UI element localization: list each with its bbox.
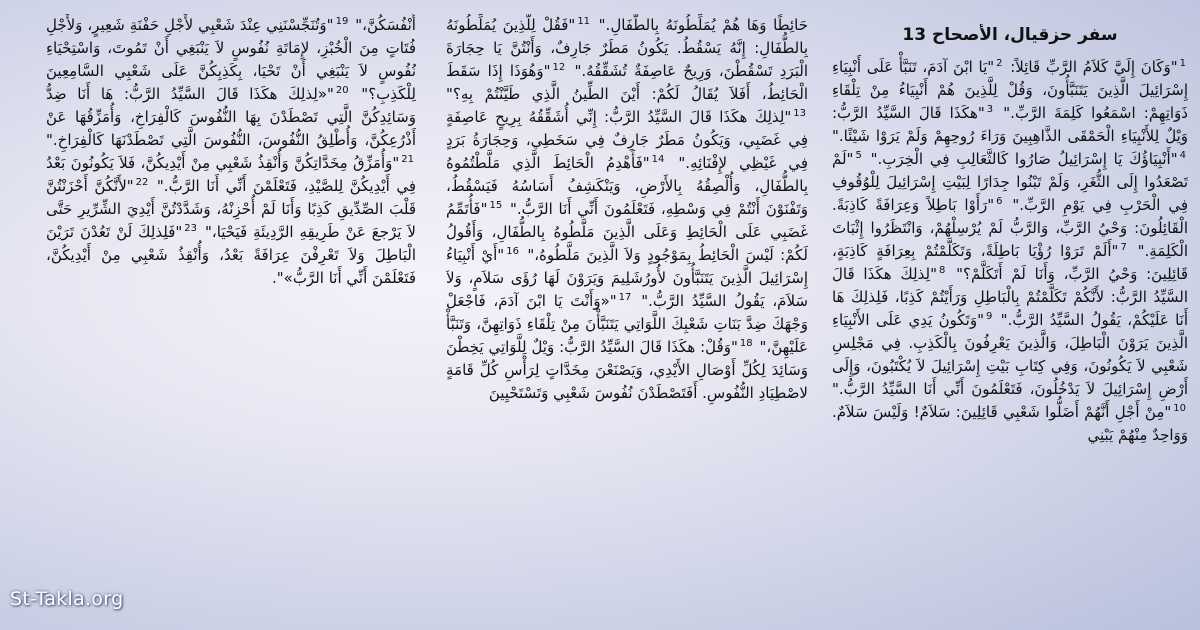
verse-text: أَنْفُسَكُنَّ،" (355, 16, 416, 34)
verse-number: 3 (986, 104, 994, 115)
verse-text: "فَلِذلِكَ لَنْ تَعُدْنَ تَرَيْنَ الْبَاطِلَ وَلاَ تَعْرِفْنَ عِرَافَةً بَعْدُ، وَأُنْقِذُ شَعْبِي مِنْ أَيْدِيكُنَّ، فَتَعْلَمْنَ أَنِّي أَنَا الرَّبُّ»". (46, 223, 416, 287)
verse-text: "فَقُلْ لِلَّذِينَ يُمَلِّطُونَهُ بِالطُّفَالِ: إِنَّهُ يَسْقُطُ. يَكُونُ مَطَرٌ جَارِفٌ، وَأَنْتُنَّ يَا حِجَارَةَ الْبَرَدِ تَسْقُطْنَ، وَرِيحٌ عَاصِفَةٌ تُشَقِّقُهُ." (446, 16, 808, 80)
text-column-left (46, 14, 416, 614)
verse-text: "هكَذَا قَالَ السَّيِّدُ الرَّبُّ: وَيْلٌ لِلأَنْبِيَاءِ الْحَمْقَى الذَّاهِبِينَ وَرَاءَ رُوحِهِمْ وَلَمْ يَرَوْا شَيْئًا." (832, 104, 1188, 145)
verse-number: 13 (793, 108, 806, 119)
verse-number: 10 (1173, 403, 1186, 414)
verse-number: 11 (577, 16, 591, 27)
verse-text: "«وَأَنْتَ يَا ابْنَ آدَمَ، فَاجْعَلْ وَجْهَكَ ضِدَّ بَنَاتِ شَعْبِكَ اللَّوَاتِي يَتَنَبَّأْنَ مِنْ تِلْقَاءِ ذَوَاتِهِنَّ، وَتَنَبَّأْ عَلَيْهِنَّ،" (446, 292, 808, 356)
verse-text: "وَتَكُونُ يَدِي عَلَى الأَنْبِيَاءِ الَّذِينَ يَرَوْنَ الْبَاطِلَ، وَالَّذِينَ يَعْرِفُونَ بِالْكَذِبِ. فِي مَجْلِسِ شَعْبِي لاَ يَكُونُونَ، وَفِي كِتَابِ بَيْتِ إِسْرَائِيلَ لاَ يُكْتَبُونَ، وَإِلَى أَرْضِ إِسْرَائِيلَ لاَ يَدْخُلُونَ، فَتَعْلَمُونَ أَنِّي أَنَا السَّيِّدُ الرَّبُّ." (832, 311, 1188, 398)
verse-text: "وَكَانَ إِلَيَّ كَلاَمُ الرَّبِّ قَائِلاً: (1010, 58, 1178, 76)
verse-number: 14 (651, 154, 665, 165)
verse-number: 8 (938, 265, 946, 276)
verse-number: 17 (618, 292, 632, 303)
verse-number: 6 (996, 196, 1003, 207)
verse-number: 15 (489, 200, 503, 211)
column-body (832, 56, 1188, 447)
verse-number: 5 (855, 150, 862, 161)
verse-text: "وَقُلْ: هكَذَا قَالَ السَّيِّدُ الرَّبُّ: وَيْلٌ لِلَّوَاتِي يَخِطْنَ وَسَائِدَ لِكُلِّ أَوْصَالِ الأَيْدِي، وَيَصْنَعْنَ مِخَدَّاتٍ لِرَأْسِ كُلِّ قَامَةٍ لاصْطِيَادِ النُّفُوسِ. أَفَتَصْطَدْنَ نُفُوسَ شَعْبِي وَتَسْتَحْيِينَ (446, 338, 808, 402)
verse-number: 20 (335, 85, 349, 96)
verse-number: 22 (135, 177, 149, 188)
column-body (446, 14, 808, 405)
verse-text: "أَلَمْ تَرَوْا رُؤْيَا بَاطِلَةً، وَتَكَلَّمْتُمْ بِعِرَافَةٍ كَاذِبَةٍ، قَائِلِينَ: وَحْيُ الرَّبِّ، وَأَنَا لَمْ أَتَكَلَّمْ؟" (832, 242, 1188, 283)
text-column-right (832, 24, 1188, 624)
verse-text: "«لِذلِكَ هكَذَا قَالَ السَّيِّدُ الرَّبُّ: هَا أَنَا ضِدُّ وَسَائِدِكُنَّ الَّتِي تَصْطَدْنَ بِهَا النُّفُوسَ كَالْفِرَاخِ، وَأُمَزِّقُهَا عَنْ أَذْرُعِكُنَّ، وَأُطْلِقُ النُّفُوسَ، النُّفُوسَ الَّتِي تَصْطَدْنَهَا كَالْفِرَاخِ." (46, 85, 416, 149)
verse-text: "لأَنَّكُنَّ أَحْزَنْتُنَّ قَلْبَ الصِّدِّيقِ كَذِبًا وَأَنَا لَمْ أُحْزِنْهُ، وَشَدَّدْتُنَّ أَيْدِيَ الشِّرِّيرِ حَتَّى لاَ يَرْجعَ عَنْ طَرِيقِهِ الرَّدِيئَةِ فَيَحْيَا،" (46, 177, 416, 241)
verse-text: "يَا ابْنَ آدَمَ، تَنَبَّأْ عَلَى أَنْبِيَاءِ إِسْرَائِيلَ الَّذِينَ يَتَنَبَّأُونَ، وَقُلْ لِلَّذِينَ هُمْ أَنْبِيَاءُ مِنْ تِلْقَاءِ ذَوَاتِهِمْ: اسْمَعُوا كَلِمَةَ الرَّبِّ." (832, 58, 1188, 122)
verse-number: 16 (506, 246, 519, 257)
verse-text: حَائِطًا وَهَا هُمْ يُمَلِّطُونَهُ بِالطُّفَالِ." (598, 16, 808, 34)
text-column-middle (446, 14, 808, 614)
verse-number: 21 (401, 154, 414, 165)
verse-text: "لِذلِكَ هكَذَا قَالَ السَّيِّدُ الرَّبُّ: لأَنَّكُمْ تَكَلَّمْتُمْ بِالْبَاطِلِ وَرَأَيْتُمْ كَذِبًا، فَلِذلِكَ هَا أَنَا عَلَيْكُمْ، يَقُولُ السَّيِّدُ الرَّبُّ." (832, 265, 1188, 329)
column-body (46, 14, 416, 290)
verse-text: "فَأُتَمِّمُ غَضَبِي عَلَى الْحَائِطِ وَعَلَى الَّذِينَ مَلَّطُوهُ بِالطُّفَالِ، وَأَقُولُ لَكُمْ: لَيْسَ الْحَائِطُ بِمَوْجُودٍ وَلاَ الَّذِينَ مَلَّطُوهُ،" (446, 200, 808, 264)
verse-text: "وَهُوَذَا إِذَا سَقَطَ الْحَائِطُ، أَفَلاَ يُقَالُ لَكُمْ: أَيْنَ الطِّينُ الَّذِي طَيَّنْتُمْ بِهِ؟" (446, 62, 808, 103)
verse-number: 23 (184, 223, 198, 234)
verse-text: "وَأُمَزِّقُ مِخَدَّاتِكُنَّ وَأُنْقِذُ شَعْبِي مِنْ أَيْدِيكُنَّ، فَلاَ يَكُونُونَ بَعْدُ فِي أَيْدِيكُنَّ لِلصَّيْدِ، فَتَعْلَمْنَ أَنِّي أَنَا الرَّبُّ." (46, 154, 416, 195)
verse-number: 18 (739, 338, 753, 349)
verse-number: 2 (996, 58, 1003, 69)
verse-text: "مِنْ أَجْلِ أَنَّهُمْ أَضَلُّوا شَعْبِي قَائِلِينَ: سَلاَمٌ! وَلَيْسَ سَلاَمٌ. وَوَاحِدٌ مِنْهُمْ يَبْنِي (832, 403, 1188, 444)
verse-number: 1 (1179, 58, 1186, 69)
verse-number: 12 (552, 62, 566, 73)
verse-number: 7 (1120, 242, 1127, 253)
verse-text: "وَتُنَجِّسْنَنِي عِنْدَ شَعْبِي لأَجْلِ حَفْنَةِ شَعِيرٍ، وَلأَجْلِ فُتَاتٍ مِنَ الْخُبْزِ، لإِمَاتَةِ نُفُوسٍ لاَ يَنْبَغِي أَنْ تَمُوتَ، وَاسْتِحْيَاءِ نُفُوسٍ لاَ يَنْبَغِي أَنْ تَحْيَا، بِكَذِبِكُنَّ عَلَى شَعْبِي السَّامِعِينَ لِلْكَذِبِ؟" (46, 16, 416, 103)
verse-number: 9 (986, 311, 993, 322)
verse-text: "أَنْبِيَاؤُكَ يَا إِسْرَائِيلُ صَارُوا كَالثَّعَالِبِ فِي الْخِرَبِ." (870, 150, 1178, 168)
verse-text: "فَأَهْدِمُ الْحَائِطَ الَّذِي مَلَّطْتُمُوهُ بِالطُّفَالِ، وَأُلْصِقُهُ بِالأَرْضِ، وَيَنْكَشِفُ أَسَاسُهُ فَيَسْقُطُ، وَتَفْنَوْنَ أَنْتُمْ فِي وَسْطِهِ، فَتَعْلَمُونَ أَنِّي أَنَا الرَّبُّ." (446, 154, 808, 218)
verse-number: 4 (1179, 150, 1186, 161)
verse-text: "لَمْ تَصْعَدُوا إِلَى الثُّغَرِ، وَلَمْ تَبْنُوا جِدَارًا لِبَيْتِ إِسْرَائِيلَ لِلْوُقُوفِ فِي الْحَرْبِ فِي يَوْمِ الرَّبِّ." (832, 150, 1188, 214)
verse-text: "أَيْ أَنْبِيَاءُ إِسْرَائِيلَ الَّذِينَ يَتَنَبَّأُونَ لأُورُشَلِيمَ وَيَرَوْنَ لَهَا رُؤَى سَلاَمٍ، وَلاَ سَلاَمَ، يَقُولُ السَّيِّدُ الرَّبُّ." (446, 246, 808, 310)
site-watermark: St-Takla.org (10, 588, 124, 610)
verse-number: 19 (335, 16, 349, 27)
chapter-title: سفر حزقيال، الأصحاح 13 (902, 25, 1118, 45)
verse-text: "لِذلِكَ هكَذَا قَالَ السَّيِّدُ الرَّبُّ: إِنِّي أُشَقِّقُهُ بِرِيحٍ عَاصِفَةٍ فِي غَضَبِي، وَيَكُونُ مَطَرٌ جَارِفٌ فِي سَخَطِي، وَحِجَارَةُ بَرَدٍ فِي غَيْظِي لإِفْنَائِهِ." (446, 108, 808, 172)
verse-text: "رَأَوْا بَاطِلاً وَعِرَافَةً كَاذِبَةً. الْقَائِلُونَ: وَحْيُ الرَّبِّ، وَالرَّبُّ لَمْ يُرْسِلْهُمْ، وَانْتَظَرُوا إِثْبَاتَ الْكَلِمَةِ." (832, 196, 1188, 260)
